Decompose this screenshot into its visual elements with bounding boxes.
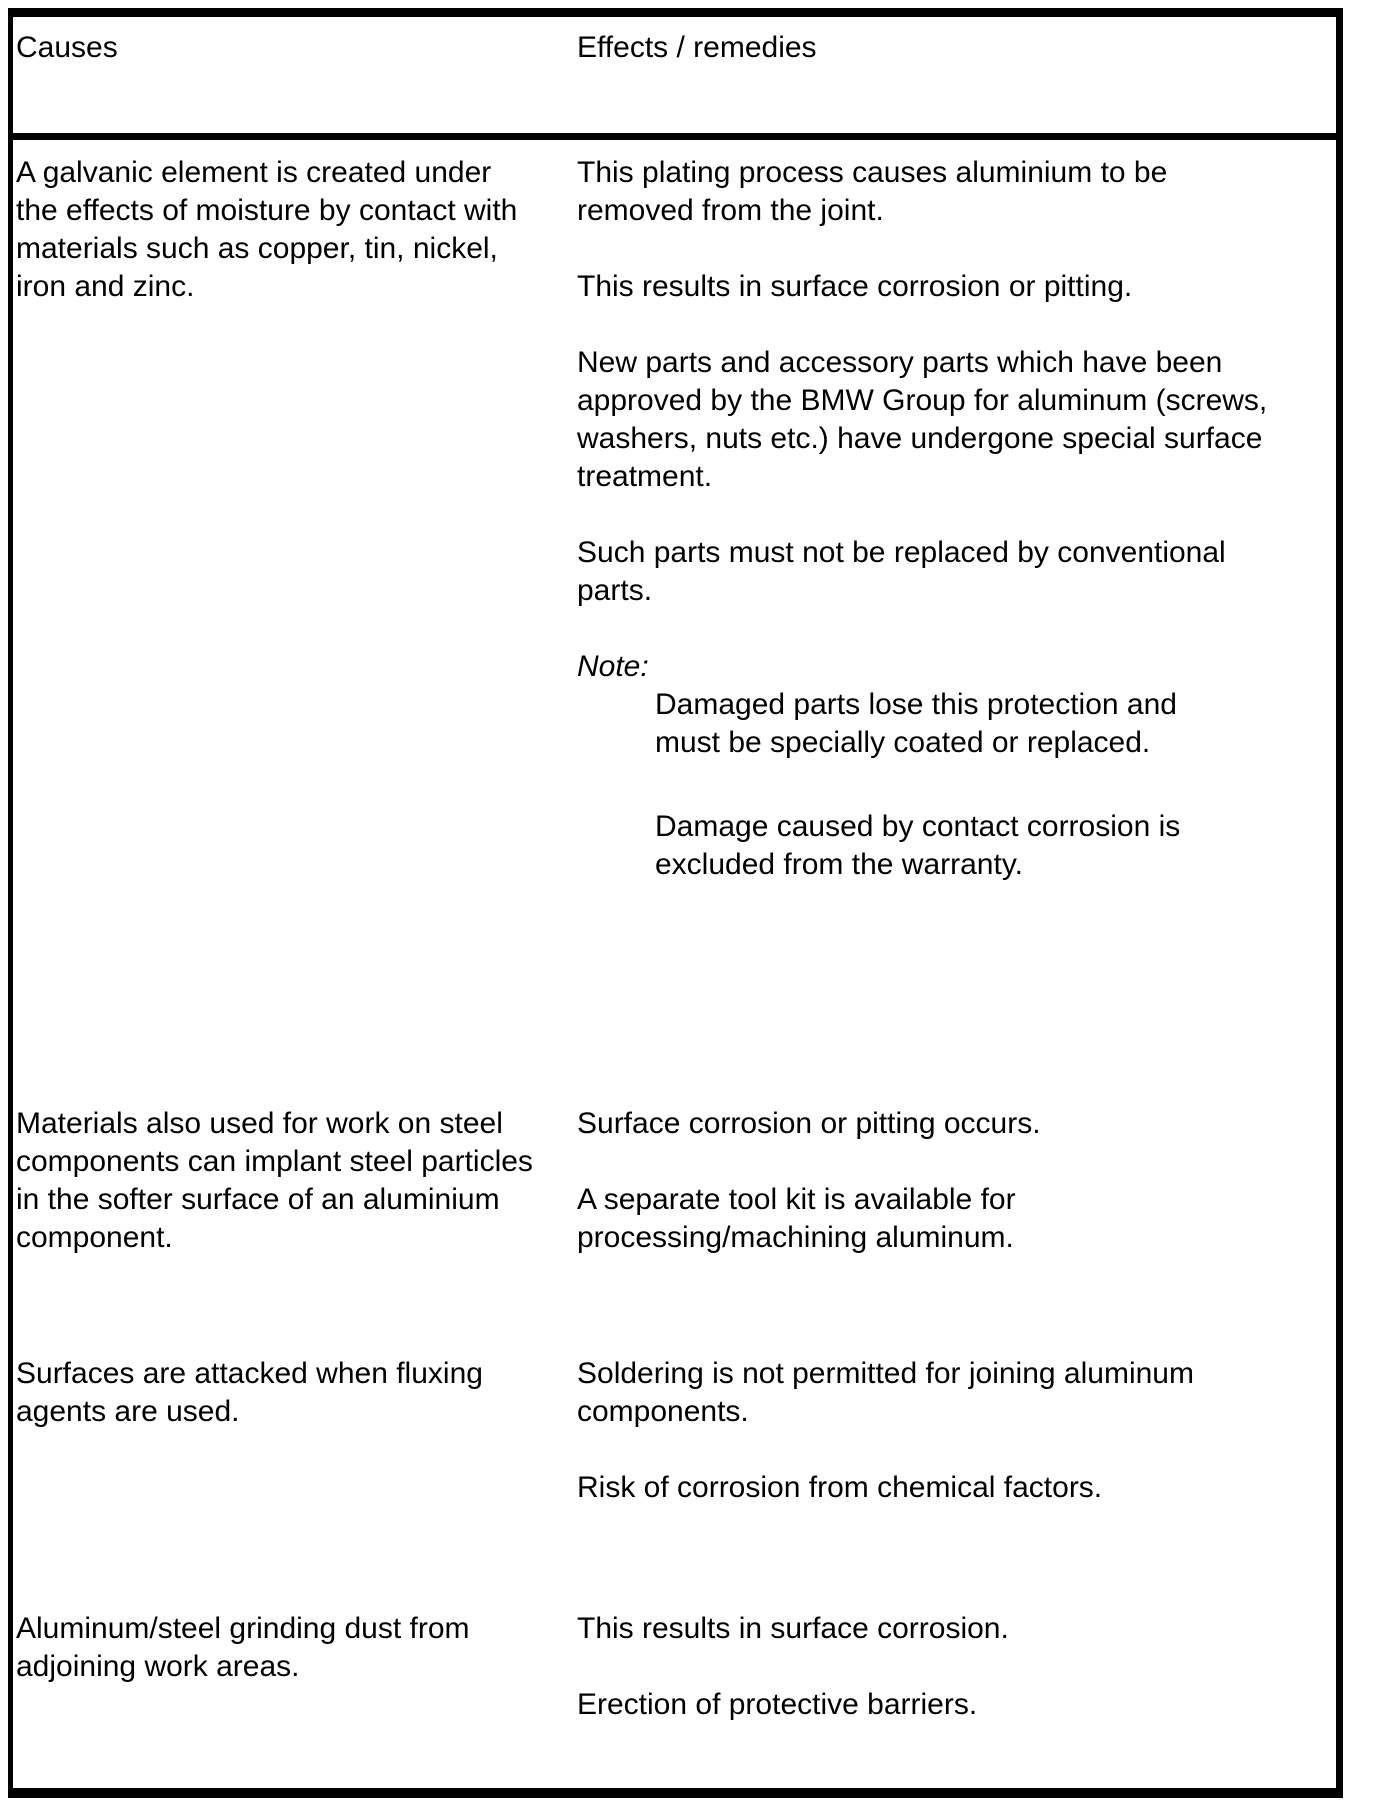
effect-paragraph: Erection of protective barriers. xyxy=(577,1688,978,1721)
table-row-steel-particles xyxy=(13,1084,1336,1334)
effect-paragraph: This plating process causes aluminium to be removed from the joint. xyxy=(577,156,1168,227)
effect-paragraph: Such parts must not be replaced by conventional parts. xyxy=(577,536,1226,607)
cause-text: A galvanic element is created under the effects of moisture by contact with materials such as copper, tin, nickel, iron and zinc. xyxy=(16,156,518,303)
effect-paragraph: Risk of corrosion from chemical factors. xyxy=(577,1471,1103,1504)
note-paragraph: Damage caused by contact corrosion is excluded from the warranty. xyxy=(655,810,1181,881)
effect-paragraph: A separate tool kit is available for processing/machining aluminum. xyxy=(577,1183,1016,1254)
effect-paragraph: This results in surface corrosion or pitting. xyxy=(577,270,1133,303)
note-paragraph: Damaged parts lose this protection and must be specially coated or replaced. xyxy=(655,688,1177,759)
cause-cell xyxy=(13,1355,577,1578)
effect-cell xyxy=(577,154,1336,1084)
effect-paragraph: New parts and accessory parts which have been approved by the BMW Group for aluminum (screws, washers, nuts etc.) have undergone special surface treatment. xyxy=(577,346,1268,493)
note-block xyxy=(655,686,1336,884)
cause-cell xyxy=(13,1610,577,1788)
note-label: Note: xyxy=(577,650,649,683)
table-body xyxy=(13,140,1336,1788)
causes-effects-table xyxy=(8,8,1343,1798)
table-header-row xyxy=(13,17,1336,140)
cause-cell xyxy=(13,154,577,1084)
effect-paragraph: Surface corrosion or pitting occurs. xyxy=(577,1107,1041,1140)
column-header-effects: Effects / remedies xyxy=(577,31,817,64)
effect-cell xyxy=(577,1610,1336,1788)
table-row-fluxing-agents xyxy=(13,1334,1336,1578)
cause-text: Surfaces are attacked when fluxing agents are used. xyxy=(16,1357,483,1428)
table-row-galvanic-element xyxy=(13,140,1336,1084)
column-header-causes: Causes xyxy=(16,31,118,64)
effect-cell xyxy=(577,1105,1336,1334)
table-row-grinding-dust xyxy=(13,1578,1336,1788)
effect-paragraph: Soldering is not permitted for joining aluminum components. xyxy=(577,1357,1194,1428)
cause-cell xyxy=(13,1105,577,1334)
effect-cell xyxy=(577,1355,1336,1578)
cause-text: Aluminum/steel grinding dust from adjoining work areas. xyxy=(16,1612,470,1683)
cause-text: Materials also used for work on steel components can implant steel particles in the softer surface of an aluminium component. xyxy=(16,1107,533,1254)
effect-paragraph: This results in surface corrosion. xyxy=(577,1612,1009,1645)
